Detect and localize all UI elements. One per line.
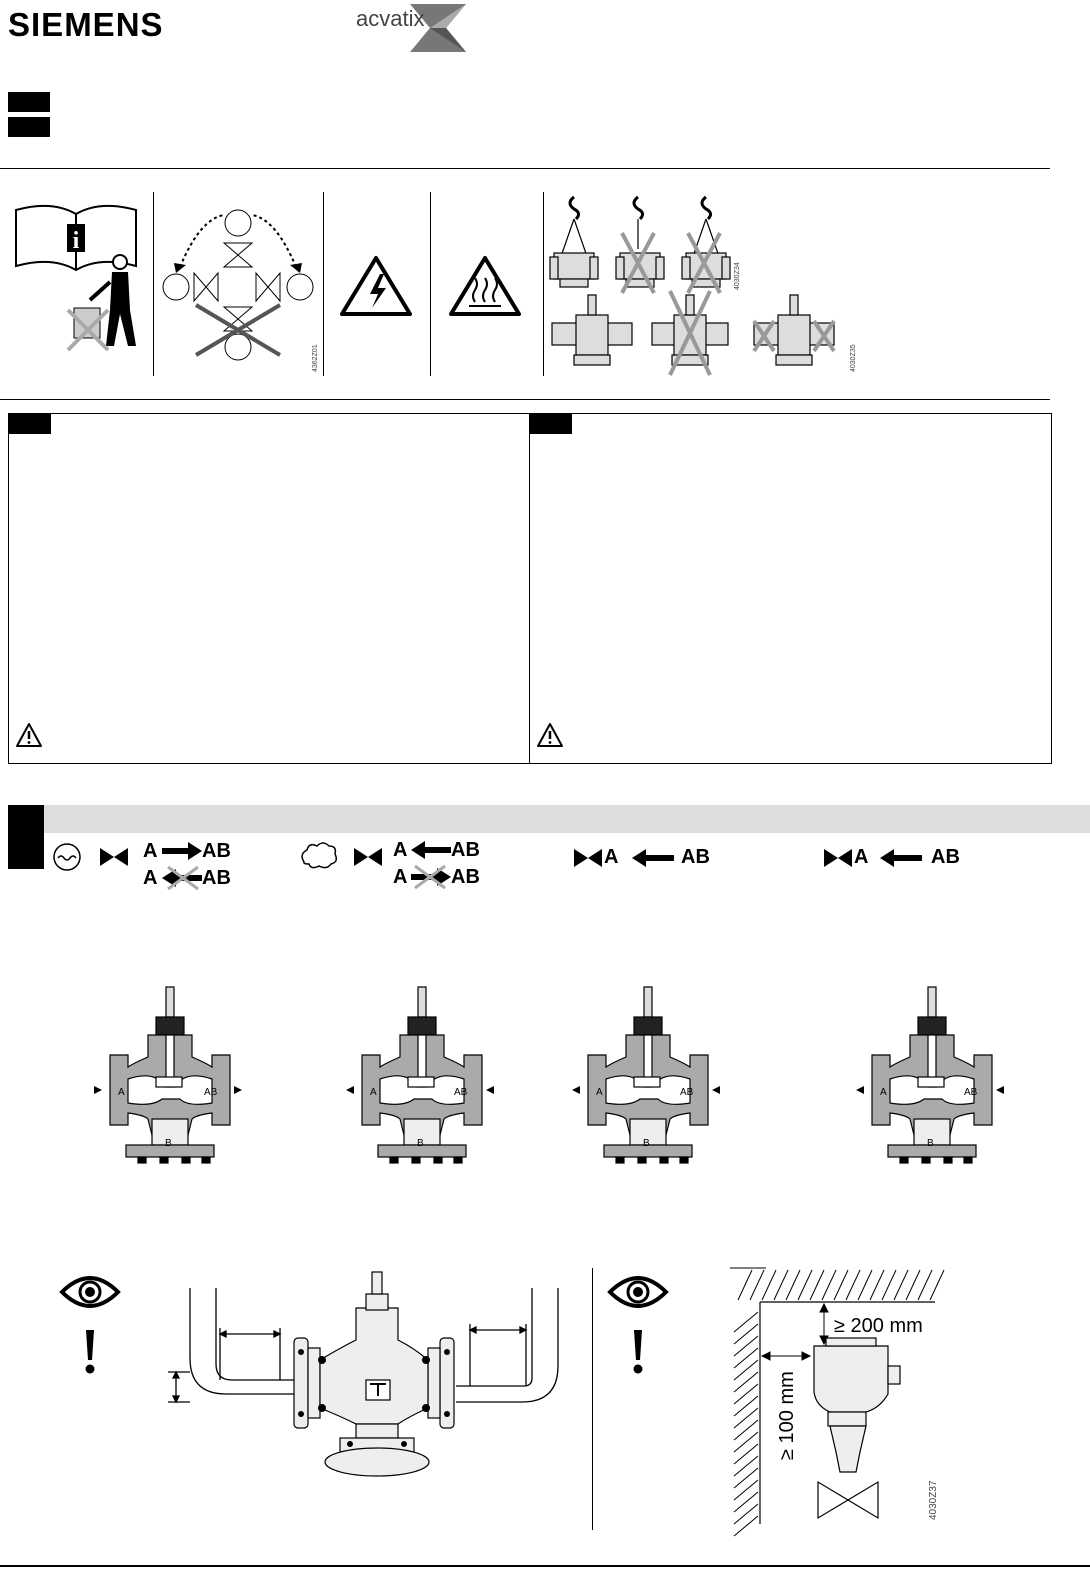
warning-triangle-icon bbox=[536, 722, 564, 753]
valve-cross-section bbox=[854, 985, 1010, 1180]
read-instructions-pictogram bbox=[12, 200, 142, 370]
flow2-ab: AB bbox=[451, 839, 480, 861]
forbidden-arrow-right-icon bbox=[411, 866, 451, 893]
code-4030Z35: 4030Z35 bbox=[850, 344, 857, 372]
code-4030Z37: 4030Z37 bbox=[928, 1480, 939, 1520]
valve-port-a: A bbox=[596, 1087, 603, 1098]
flow2-a: A bbox=[393, 839, 408, 861]
clearance-side-label: ≥ 100 mm bbox=[776, 1371, 798, 1460]
pipe-installation-diagram bbox=[160, 1268, 570, 1498]
valve-symbol-icon bbox=[574, 849, 602, 872]
valve-port-ab: AB bbox=[964, 1087, 978, 1098]
arrow-left-icon bbox=[880, 849, 922, 872]
symbols-bottom-divider bbox=[0, 399, 1050, 400]
valve-symbol-icon bbox=[824, 849, 852, 872]
hot-surface-icon bbox=[449, 254, 521, 323]
flow1-ab: AB bbox=[202, 840, 231, 862]
valve-port-a: A bbox=[880, 1087, 887, 1098]
language-box-2 bbox=[8, 117, 50, 137]
warning-triangle-icon bbox=[15, 722, 43, 753]
valve-port-b: B bbox=[927, 1138, 934, 1149]
valve-cross-section bbox=[570, 985, 726, 1180]
acvatix-text: acvatix bbox=[356, 6, 425, 31]
symbol-divider-2 bbox=[323, 192, 324, 376]
arrow-left-icon bbox=[632, 849, 674, 872]
inspect-eye-icon-2 bbox=[606, 1268, 670, 1383]
valve-port-b: B bbox=[643, 1138, 650, 1149]
electric-hazard-icon bbox=[340, 254, 412, 323]
symbol-divider-4 bbox=[543, 192, 544, 376]
panel-left-lang-box bbox=[9, 414, 51, 434]
page-bottom-rule bbox=[0, 1565, 1090, 1567]
arrow-left-icon bbox=[411, 841, 451, 864]
symbol-divider-1 bbox=[153, 192, 154, 376]
valve-symbol-icon bbox=[100, 848, 128, 871]
mounting-orientation-pictogram bbox=[160, 205, 320, 370]
flow1-ab-2: AB bbox=[202, 867, 231, 889]
flow2-ab-2: AB bbox=[451, 866, 480, 888]
lifting-instructions-pictogram bbox=[548, 195, 868, 385]
forbidden-arrow-left-icon bbox=[162, 867, 202, 894]
valve-port-b: B bbox=[417, 1138, 424, 1149]
flow-section-marker bbox=[8, 805, 44, 869]
valve-port-ab: AB bbox=[204, 1087, 218, 1098]
flow2-a-2: A bbox=[393, 866, 408, 888]
flow4-ab: AB bbox=[931, 846, 960, 868]
flow3-ab: AB bbox=[681, 846, 710, 868]
top-divider bbox=[0, 168, 1050, 169]
flow1-a: A bbox=[143, 840, 158, 862]
bottom-section-divider bbox=[592, 1268, 593, 1530]
brand-logo: SIEMENS bbox=[8, 6, 164, 43]
valve-cross-section bbox=[92, 985, 248, 1180]
flow3-a: A bbox=[604, 846, 619, 868]
svg-text:i: i bbox=[72, 228, 80, 254]
code-4030Z34: 4030Z34 bbox=[734, 262, 741, 290]
panel-right-lang-box bbox=[530, 414, 572, 434]
arrow-right-icon bbox=[162, 842, 202, 865]
clearance-diagram bbox=[730, 1268, 940, 1533]
valve-port-b: B bbox=[165, 1138, 172, 1149]
valve-port-a: A bbox=[370, 1087, 377, 1098]
symbol-divider-3 bbox=[430, 192, 431, 376]
valve-port-ab: AB bbox=[680, 1087, 694, 1098]
language-panel-right bbox=[529, 413, 1052, 764]
code-4362Z01: 4362Z01 bbox=[312, 344, 319, 372]
valve-cross-section bbox=[344, 985, 500, 1180]
flow1-a-2: A bbox=[143, 867, 158, 889]
inspect-eye-icon bbox=[58, 1268, 122, 1383]
language-panel-left bbox=[8, 413, 530, 764]
flow-section-band bbox=[8, 805, 1090, 833]
water-medium-icon bbox=[52, 842, 82, 877]
valve-port-a: A bbox=[118, 1087, 125, 1098]
clearance-top-label: ≥ 200 mm bbox=[834, 1315, 923, 1337]
valve-port-ab: AB bbox=[454, 1087, 468, 1098]
valve-symbol-icon bbox=[354, 848, 382, 871]
language-box-1 bbox=[8, 92, 50, 112]
steam-medium-icon bbox=[298, 842, 338, 877]
flow4-a: A bbox=[854, 846, 869, 868]
